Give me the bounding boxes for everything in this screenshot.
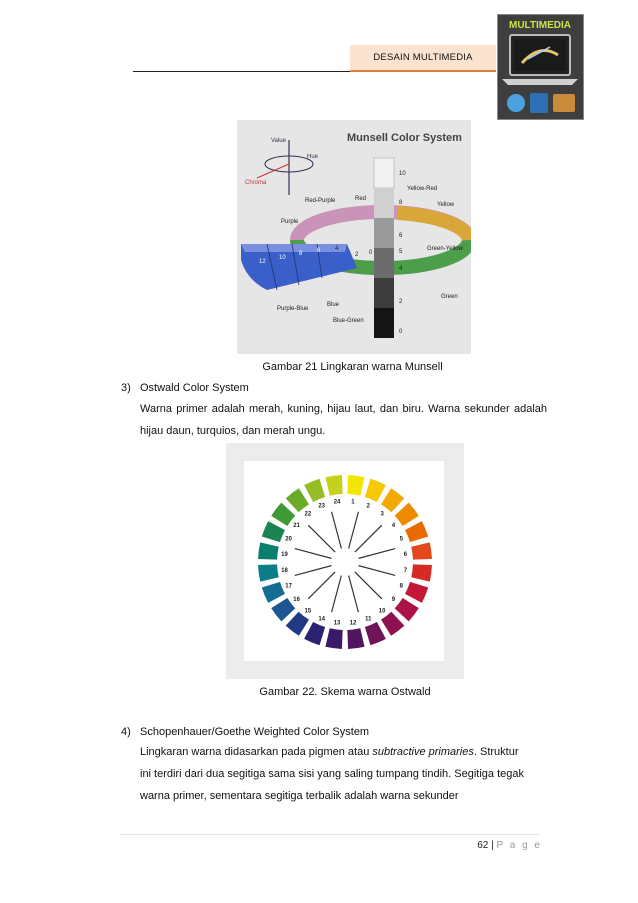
svg-text:Green: Green	[441, 294, 458, 300]
svg-text:8: 8	[299, 251, 303, 257]
ostwald-number-8: 8	[399, 583, 404, 590]
ostwald-segment-18	[258, 564, 279, 581]
logo-text: MULTIMEDIA	[508, 20, 572, 31]
ostwald-segment-9	[395, 598, 419, 621]
section-4-line-1: Lingkaran warna didasarkan pada pigmen atau subtractive primaries. Struktur	[140, 746, 519, 758]
ostwald-number-18: 18	[281, 567, 288, 574]
svg-text:0: 0	[399, 329, 403, 335]
ostwald-number-21: 21	[293, 522, 300, 529]
ostwald-spoke	[295, 566, 332, 576]
ostwald-number-2: 2	[366, 503, 371, 510]
ostwald-number-23: 23	[318, 503, 326, 510]
ostwald-segment-8	[405, 582, 428, 603]
ostwald-segment-19	[258, 542, 279, 559]
svg-text:Hue: Hue	[307, 154, 319, 160]
ostwald-caption: Gambar 22. Skema warna Ostwald	[259, 686, 431, 698]
ostwald-number-13: 13	[333, 620, 341, 627]
ostwald-number-3: 3	[380, 511, 384, 518]
svg-text:Blue: Blue	[327, 302, 340, 308]
ostwald-segment-21	[271, 503, 295, 526]
section-4-title: Schopenhauer/Goethe Weighted Color System	[140, 726, 370, 738]
svg-text:2: 2	[399, 299, 403, 305]
svg-text:12: 12	[259, 259, 266, 265]
svg-text:5: 5	[399, 249, 403, 255]
ostwald-number-22: 22	[304, 511, 312, 518]
svg-text:2: 2	[355, 252, 359, 258]
munsell-title: Munsell Color System	[347, 132, 462, 144]
ostwald-segment-7	[411, 564, 432, 581]
section-4-line-2: ini terdiri dari dua segitiga sama sisi yang saling tumpang tindih. Segitiga tegak	[140, 768, 524, 780]
svg-text:4: 4	[335, 246, 339, 252]
ostwald-number-20: 20	[285, 536, 292, 543]
ostwald-number-9: 9	[391, 597, 396, 604]
ostwald-spoke	[295, 549, 332, 559]
svg-text:Value: Value	[271, 138, 286, 144]
ostwald-segment-11	[365, 622, 386, 645]
ostwald-segment-10	[381, 612, 404, 636]
ostwald-segment-6	[411, 542, 432, 559]
ostwald-segment-3	[381, 488, 404, 512]
ostwald-number-10: 10	[378, 608, 386, 615]
ostwald-segment-20	[262, 521, 285, 542]
ostwald-spoke	[359, 549, 396, 559]
ostwald-spoke	[359, 566, 396, 576]
ostwald-spoke	[308, 572, 335, 599]
ostwald-segment-13	[325, 628, 342, 649]
munsell-color-system-figure	[237, 120, 471, 354]
ostwald-segment-16	[271, 598, 295, 621]
svg-text:Purple-Blue: Purple-Blue	[277, 306, 309, 312]
ostwald-spoke	[349, 512, 359, 549]
svg-text:Green-Yellow: Green-Yellow	[427, 246, 463, 252]
ostwald-number-5: 5	[399, 536, 404, 543]
ostwald-color-wheel-figure	[226, 443, 464, 679]
ostwald-segment-22	[286, 488, 309, 512]
ostwald-segment-2	[365, 479, 386, 502]
ostwald-segment-17	[262, 582, 285, 603]
header-rule	[133, 71, 350, 72]
page-footer	[477, 840, 542, 851]
ostwald-segment-5	[405, 521, 428, 542]
ostwald-spoke	[349, 576, 359, 613]
ostwald-segment-4	[395, 503, 419, 526]
section-3-body: Warna primer adalah merah, kuning, hijau laut, dan biru. Warna sekunder adalah hijau daun, turquios, dan merah ungu.	[140, 403, 547, 437]
svg-text:Purple: Purple	[281, 219, 299, 225]
svg-text:Yellow: Yellow	[437, 202, 455, 208]
page-number: 62	[477, 840, 489, 851]
ostwald-spoke	[332, 512, 342, 549]
section-4-line-3: warna primer, sementara segitiga terbalik adalah warna sekunder	[140, 790, 459, 802]
svg-text:Chroma: Chroma	[245, 180, 267, 186]
ostwald-segment-24	[325, 475, 342, 496]
ostwald-segment-1	[347, 475, 364, 496]
ostwald-segment-12	[347, 628, 364, 649]
svg-text:6: 6	[399, 233, 403, 239]
ostwald-number-6: 6	[403, 552, 408, 559]
ostwald-segment-23	[304, 479, 325, 502]
svg-text:10: 10	[399, 171, 406, 177]
svg-text:Yellow-Red: Yellow-Red	[407, 186, 438, 192]
ostwald-number-11: 11	[365, 616, 372, 623]
ostwald-number-24: 24	[333, 499, 341, 506]
footer-rule	[120, 834, 540, 835]
svg-text:Blue-Green: Blue-Green	[333, 318, 364, 324]
ostwald-number-14: 14	[318, 616, 326, 623]
svg-text:6: 6	[317, 248, 321, 254]
svg-text:Red: Red	[355, 196, 367, 202]
ostwald-spoke	[332, 576, 342, 613]
munsell-caption: Gambar 21 Lingkaran warna Munsell	[262, 361, 443, 373]
ostwald-segment-15	[286, 612, 309, 636]
ostwald-number-7: 7	[403, 567, 408, 574]
ostwald-segment-14	[304, 622, 325, 645]
header-title: DESAIN MULTIMEDIA	[350, 45, 496, 72]
ostwald-number-16: 16	[293, 597, 300, 604]
page-label: P a g e	[496, 840, 542, 851]
ostwald-number-17: 17	[285, 583, 292, 590]
ostwald-spoke	[355, 572, 382, 599]
ostwald-number-15: 15	[304, 608, 312, 615]
svg-text:4: 4	[399, 266, 403, 272]
page-separator: |	[491, 840, 494, 851]
section-3-title: Ostwald Color System	[140, 382, 249, 394]
ostwald-number-12: 12	[349, 620, 357, 627]
svg-text:0: 0	[369, 250, 373, 256]
ostwald-number-1: 1	[351, 499, 355, 506]
svg-text:10: 10	[279, 255, 286, 261]
section-4-number: 4)	[121, 726, 131, 738]
section-3-number: 3)	[121, 382, 131, 394]
ostwald-spoke	[308, 525, 335, 552]
svg-text:Red-Purple: Red-Purple	[305, 198, 336, 204]
ostwald-number-4: 4	[391, 522, 396, 529]
ostwald-spoke	[355, 525, 382, 552]
svg-text:8: 8	[399, 200, 403, 206]
ostwald-number-19: 19	[281, 552, 288, 559]
multimedia-logo	[497, 14, 584, 120]
